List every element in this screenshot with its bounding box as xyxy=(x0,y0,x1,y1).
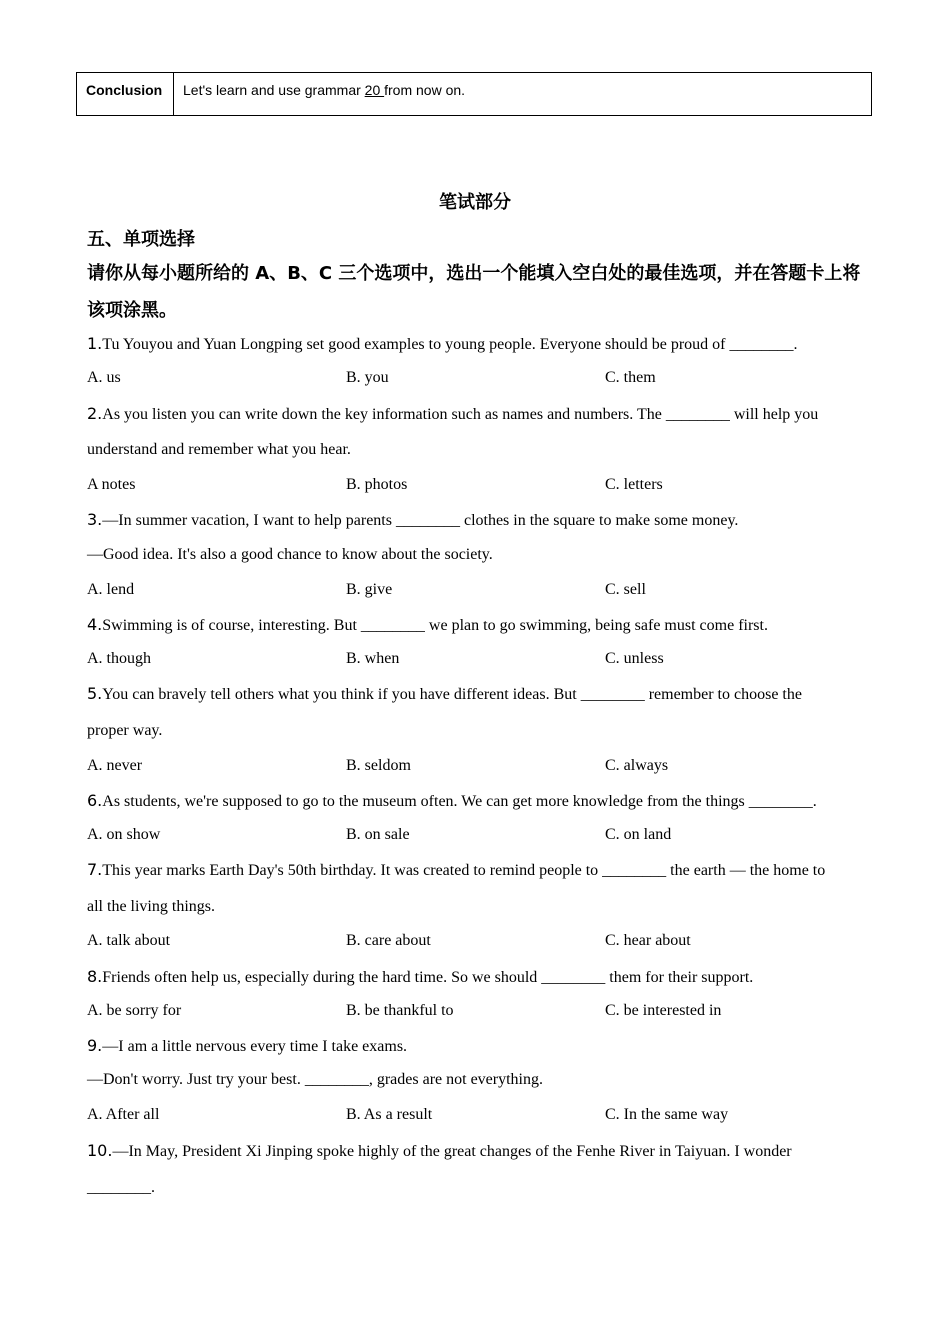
question-text: As students, we're supposed to go to the museum often. We can get more knowledge from the things ________. xyxy=(102,793,817,810)
question-9-option-c: C. In the same way xyxy=(605,1106,729,1123)
question-8-option-a: A. be sorry for xyxy=(87,1002,182,1019)
question-4-option-a: A. though xyxy=(87,650,151,667)
question-3-option-c: C. sell xyxy=(605,581,646,598)
question-3-line-1 xyxy=(87,510,738,530)
question-2-option-b: B. photos xyxy=(346,476,408,493)
question-7-option-c: C. hear about xyxy=(605,932,691,949)
question-2-option-a: A notes xyxy=(87,476,136,493)
question-6-line-1 xyxy=(87,791,817,811)
question-7-option-a: A. talk about xyxy=(87,932,171,949)
question-number: 1. xyxy=(87,334,103,353)
question-number: 10. xyxy=(87,1141,113,1160)
question-number: 5. xyxy=(87,684,103,703)
question-number: 2. xyxy=(87,404,103,423)
question-number: 8. xyxy=(87,967,103,986)
question-5-option-c: C. always xyxy=(605,757,669,774)
table-label: Conclusion xyxy=(77,73,174,115)
question-5-line-2: proper way. xyxy=(87,722,163,739)
question-4-line-1 xyxy=(87,615,768,635)
question-4-option-b: B. when xyxy=(346,650,400,667)
question-2-line-1 xyxy=(87,404,818,424)
question-3-line-2: —Good idea. It's also a good chance to know about the society. xyxy=(87,546,493,563)
question-9-option-a: A. After all xyxy=(87,1106,160,1123)
question-6-option-a: A. on show xyxy=(87,826,161,843)
table-text-before: Let's learn and use grammar xyxy=(183,82,365,98)
question-1-option-b: B. you xyxy=(346,369,389,386)
question-3-option-b: B. give xyxy=(346,581,393,598)
section-heading: 笔试部分 xyxy=(439,192,511,213)
question-text: —I am a little nervous every time I take exams. xyxy=(102,1038,408,1055)
question-2-line-2: understand and remember what you hear. xyxy=(87,441,351,458)
question-number: 6. xyxy=(87,791,103,810)
question-text: As you listen you can write down the key information such as names and numbers. The ________ will help you xyxy=(102,406,819,423)
question-5-option-b: B. seldom xyxy=(346,757,411,774)
question-7-line-1 xyxy=(87,860,825,880)
table-content xyxy=(174,73,465,115)
question-text: Swimming is of course, interesting. But ________ we plan to go swimming, being safe must come first. xyxy=(102,617,768,634)
conclusion-table xyxy=(76,72,872,116)
question-4-option-c: C. unless xyxy=(605,650,664,667)
question-2-option-c: C. letters xyxy=(605,476,663,493)
question-text: Friends often help us, especially during the hard time. So we should ________ them for their support. xyxy=(102,969,754,986)
question-9-option-b: B. As a result xyxy=(346,1106,433,1123)
question-1-option-a: A. us xyxy=(87,369,121,386)
question-text: —In May, President Xi Jinping spoke highly of the great changes of the Fenhe River in Taiyuan. I wonder xyxy=(112,1143,792,1160)
question-text: —In summer vacation, I want to help parents ________ clothes in the square to make some money. xyxy=(102,512,739,529)
question-number: 9. xyxy=(87,1036,103,1055)
question-text: You can bravely tell others what you think if you have different ideas. But ________ remember to choose the xyxy=(102,686,802,703)
question-text: Tu Youyou and Yuan Longping set good examples to young people. Everyone should be proud of ________. xyxy=(102,336,798,353)
question-9-line-1 xyxy=(87,1036,407,1056)
question-8-option-c: C. be interested in xyxy=(605,1002,722,1019)
question-8-option-b: B. be thankful to xyxy=(346,1002,454,1019)
question-9-line-2: —Don't worry. Just try your best. ________, grades are not everything. xyxy=(87,1071,543,1088)
part-title: 五、单项选择 xyxy=(87,229,195,250)
instructions: 请你从每小题所给的 A、B、C 三个选项中，选出一个能填入空白处的最佳选项，并在答题卡上将该项涂黑。 xyxy=(87,263,861,321)
question-5-line-1 xyxy=(87,684,802,704)
question-number: 4. xyxy=(87,615,103,634)
question-10-line-1 xyxy=(87,1141,792,1161)
question-number: 3. xyxy=(87,510,103,529)
question-7-line-2: all the living things. xyxy=(87,898,215,915)
question-7-option-b: B. care about xyxy=(346,932,431,949)
question-3-option-a: A. lend xyxy=(87,581,135,598)
question-1-option-c: C. them xyxy=(605,369,656,386)
question-6-option-c: C. on land xyxy=(605,826,672,843)
question-text: This year marks Earth Day's 50th birthday. It was created to remind people to ________ the earth — the home to xyxy=(102,862,826,879)
question-6-option-b: B. on sale xyxy=(346,826,410,843)
table-text-after: from now on. xyxy=(384,82,466,98)
table-blank: 20 xyxy=(364,82,385,98)
question-10-line-2: ________. xyxy=(87,1179,155,1196)
question-number: 7. xyxy=(87,860,103,879)
question-1-line-1 xyxy=(87,334,797,354)
question-5-option-a: A. never xyxy=(87,757,143,774)
question-8-line-1 xyxy=(87,967,753,987)
